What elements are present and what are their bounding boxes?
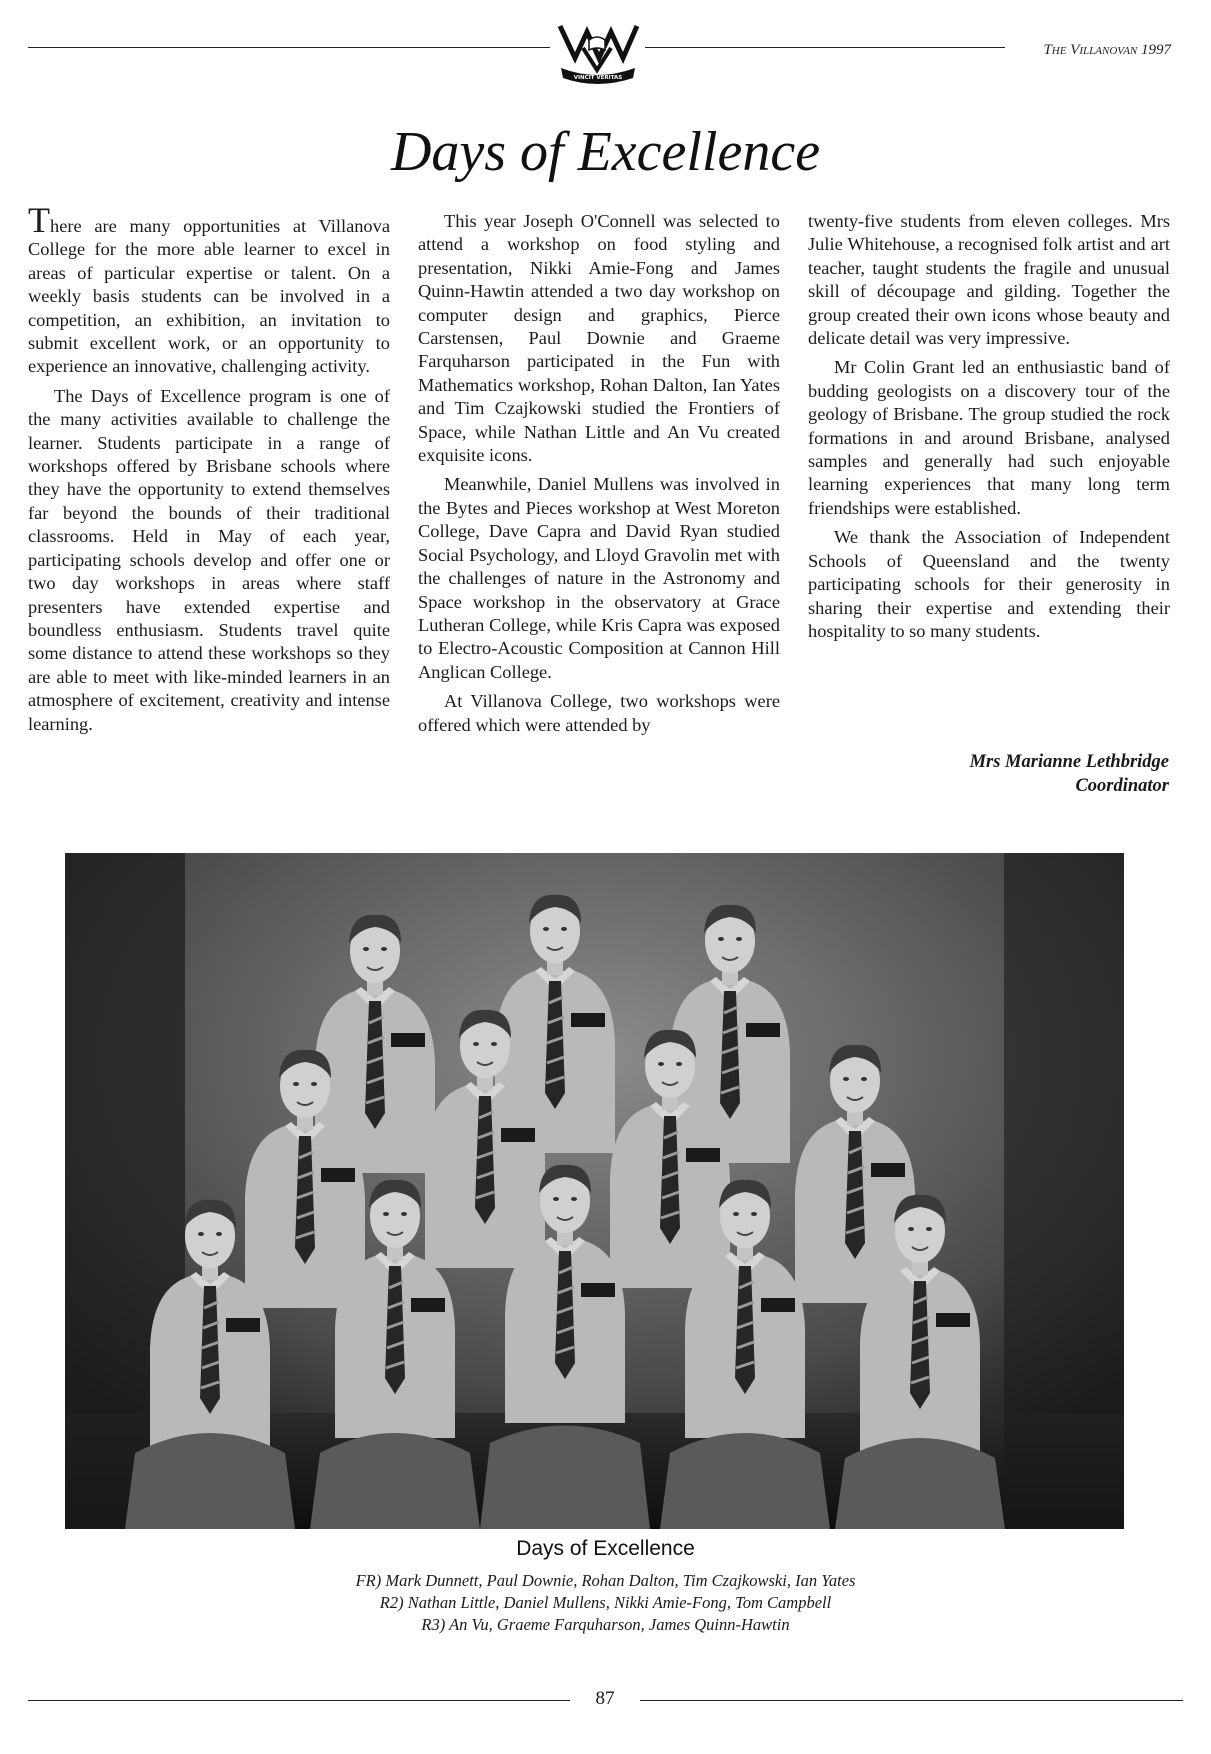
article-title: Days of Excellence <box>390 121 821 183</box>
photo-caption-rows <box>0 1570 1211 1636</box>
page-number: 87 <box>595 1688 615 1709</box>
header-rule-left <box>28 47 550 48</box>
running-head <box>1043 42 1171 59</box>
header-rule-right <box>645 47 1005 48</box>
logo-motto: VINCIT VERITAS <box>573 75 623 81</box>
paragraph: Mr Colin Grant led an enthusiastic band of budding geologists on a discovery tour of the geology of Brisbane. The group studied the rock formations in and around Brisbane, analysed samples and generally had such enjoyable learning experiences that many long term friendships were established. <box>808 357 1170 518</box>
article-column-3 <box>808 210 1170 649</box>
school-crest-logo <box>555 18 640 86</box>
paragraph: This year Joseph O'Connell was selected to attend a workshop on food styling and presentation, Nikki Amie-Fong and James Quinn-Hawtin attended a two day workshop on computer design and graphics, Pierce Carstensen, Paul Downie and Graeme Farquharson participated in the Fun with Mathematics workshop, Rohan Dalton, Ian Yates and Tim Czajkowski studied the Frontiers of Space, while Nathan Little and An Vu created exquisite icons. <box>418 211 780 466</box>
article-column-1 <box>28 200 390 742</box>
drop-cap: T <box>28 200 50 240</box>
footer-rule-right <box>640 1700 1183 1701</box>
paragraph <box>28 200 390 379</box>
running-head-text: The Villanovan 1997 <box>1043 42 1171 58</box>
caption-row: FR) Mark Dunnett, Paul Downie, Rohan Dalton, Tim Czajkowski, Ian Yates <box>355 1571 856 1590</box>
caption-row: R3) An Vu, Graeme Farquharson, James Quinn-Hawtin <box>421 1615 790 1634</box>
paragraph: twenty-five students from eleven colleges. Mrs Julie Whitehouse, a recognised folk artist and art teacher, taught students the fragile and unusual skill of découpage and gilding. Together the group created their own icons whose beauty and delicate detail was very impressive. <box>808 211 1170 349</box>
footer-rule-left <box>28 1700 570 1701</box>
photo-caption-title: Days of Excellence <box>516 1537 695 1560</box>
signature-role: Coordinator <box>1075 776 1169 796</box>
signature-block <box>970 750 1169 798</box>
signature-name: Mrs Marianne Lethbridge <box>969 752 1169 772</box>
paragraph: Meanwhile, Daniel Mullens was involved in the Bytes and Pieces workshop at West Moreton College, Dave Capra and David Ryan studied Social Psychology, and Lloyd Gravolin met with the challenges of nature in the Astronomy and Space workshop in the observatory at Grace Lutheran College, while Kris Capra was exposed to Electro-Acoustic Composition at Cannon Hill Anglican College. <box>418 474 780 682</box>
paragraph-text: here are many opportunities at Villanova College for the more able learner to excel in areas of particular expertise or talent. On a weekly basis students can be involved in a competition, an exhibition, an invitation to submit excellent work, or an opportunity to experience an innovative, challenging activity. <box>28 216 390 377</box>
caption-row: R2) Nathan Little, Daniel Mullens, Nikki Amie-Fong, Tom Campbell <box>379 1593 832 1612</box>
paragraph: We thank the Association of Independent Schools of Queensland and the twenty participating schools for their generosity in sharing their expertise and extending their hospitality to so many students. <box>808 527 1170 641</box>
paragraph: The Days of Excellence program is one of the many activities available to challenge the learner. Students participate in a range of workshops offered by Brisbane schools where they have the opportunity to extend themselves far beyond the bounds of their traditional classrooms. Held in May of each year, participating schools develop and offer one or two day workshops in areas where staff presenters have extended expertise and boundless enthusiasm. Students travel quite some distance to attend these workshops so they are able to meet with like-minded learners in an atmosphere of excitement, creativity and intense learning. <box>28 385 390 734</box>
article-column-2 <box>418 210 780 743</box>
group-photo <box>65 853 1124 1529</box>
paragraph: At Villanova College, two workshops were offered which were attended by <box>418 691 780 735</box>
